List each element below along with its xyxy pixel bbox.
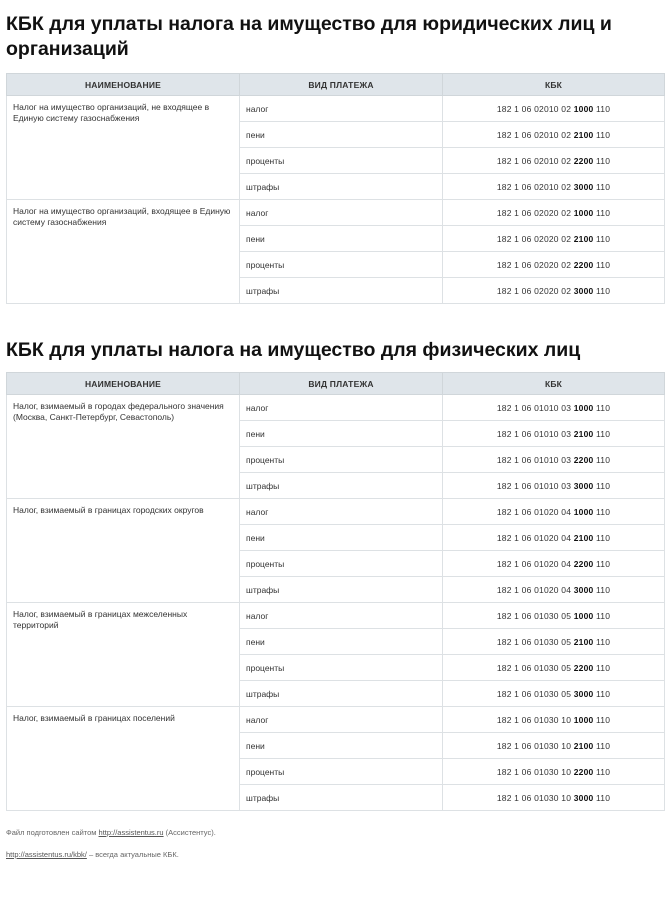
- kbk-cell: [443, 447, 665, 473]
- kbk-code: 2200: [573, 662, 594, 673]
- table-row: [7, 603, 665, 629]
- footer-site-link[interactable]: http://assistentus.ru: [98, 828, 164, 837]
- payment-type-cell: налог: [240, 707, 443, 733]
- kbk-cell: [443, 707, 665, 733]
- kbk-cell: [443, 759, 665, 785]
- kbk-code: 2200: [573, 558, 594, 569]
- kbk-cell: [443, 174, 665, 200]
- kbk-cell: [443, 200, 665, 226]
- kbk-suffix: 110: [596, 714, 611, 725]
- payment-type-cell: штрафы: [240, 577, 443, 603]
- kbk-cell: [443, 629, 665, 655]
- header-payment-type: ВИД ПЛАТЕЖА: [240, 74, 443, 96]
- tax-name-cell: Налог, взимаемый в границах городских округов: [7, 499, 240, 603]
- payment-type-cell: налог: [240, 603, 443, 629]
- kbk-code: 2200: [573, 766, 594, 777]
- kbk-code: 2100: [573, 740, 594, 751]
- kbk-cell: [443, 681, 665, 707]
- payment-type-cell: пени: [240, 122, 443, 148]
- payment-type-cell: налог: [240, 499, 443, 525]
- kbk-cell: [443, 785, 665, 811]
- payment-type-cell: налог: [240, 200, 443, 226]
- payment-type-cell: пени: [240, 226, 443, 252]
- payment-type-cell: налог: [240, 96, 443, 122]
- header-kbk: КБК: [443, 74, 665, 96]
- kbk-code: 1000: [573, 103, 594, 114]
- kbk-code: 2200: [573, 454, 594, 465]
- kbk-suffix: 110: [596, 103, 611, 114]
- tax-name-cell: Налог, взимаемый в городах федерального значения (Москва, Санкт-Петербург, Севастополь): [7, 395, 240, 499]
- kbk-prefix: 182 1 06 01020 04: [496, 532, 572, 543]
- payment-type-cell: штрафы: [240, 174, 443, 200]
- kbk-suffix: 110: [596, 558, 611, 569]
- kbk-suffix: 110: [596, 766, 611, 777]
- kbk-prefix: 182 1 06 02020 02: [496, 207, 572, 218]
- kbk-code: 2100: [573, 233, 594, 244]
- kbk-cell: [443, 551, 665, 577]
- kbk-suffix: 110: [596, 506, 611, 517]
- kbk-prefix: 182 1 06 01020 04: [496, 506, 572, 517]
- header-payment-type: ВИД ПЛАТЕЖА: [240, 373, 443, 395]
- kbk-code: 1000: [573, 714, 594, 725]
- payment-type-cell: штрафы: [240, 785, 443, 811]
- kbk-code: 1000: [573, 402, 594, 413]
- footer: [6, 827, 664, 860]
- kbk-code: 1000: [573, 506, 594, 517]
- table-header-row: [7, 373, 665, 395]
- kbk-prefix: 182 1 06 02010 02: [496, 129, 572, 140]
- table-row: [7, 499, 665, 525]
- kbk-suffix: 110: [596, 740, 611, 751]
- payment-type-cell: проценты: [240, 759, 443, 785]
- footer-text: – всегда актуальные КБК.: [86, 850, 179, 859]
- tax-name-cell: Налог на имущество организаций, входящее в Единую систему газоснабжения: [7, 200, 240, 304]
- payment-type-cell: проценты: [240, 447, 443, 473]
- payment-type-cell: штрафы: [240, 278, 443, 304]
- individuals-table: [6, 372, 665, 811]
- kbk-code: 2200: [573, 259, 594, 270]
- payment-type-cell: проценты: [240, 148, 443, 174]
- kbk-cell: [443, 395, 665, 421]
- payment-type-cell: проценты: [240, 551, 443, 577]
- kbk-prefix: 182 1 06 01030 05: [496, 688, 572, 699]
- kbk-prefix: 182 1 06 01030 05: [496, 636, 572, 647]
- kbk-prefix: 182 1 06 01030 10: [496, 714, 572, 725]
- kbk-cell: [443, 603, 665, 629]
- table-row: [7, 96, 665, 122]
- kbk-prefix: 182 1 06 01010 03: [496, 454, 572, 465]
- footer-text: Файл подготовлен сайтом: [6, 828, 99, 837]
- kbk-suffix: 110: [596, 480, 611, 491]
- kbk-suffix: 110: [596, 532, 611, 543]
- kbk-prefix: 182 1 06 01020 04: [496, 584, 572, 595]
- kbk-prefix: 182 1 06 01030 10: [496, 766, 572, 777]
- kbk-suffix: 110: [596, 207, 611, 218]
- kbk-prefix: 182 1 06 01030 10: [496, 740, 572, 751]
- kbk-prefix: 182 1 06 01020 04: [496, 558, 572, 569]
- kbk-cell: [443, 499, 665, 525]
- kbk-prefix: 182 1 06 01030 05: [496, 662, 572, 673]
- table-row: [7, 707, 665, 733]
- kbk-suffix: 110: [596, 181, 611, 192]
- kbk-cell: [443, 278, 665, 304]
- kbk-cell: [443, 226, 665, 252]
- kbk-suffix: 110: [596, 259, 611, 270]
- footer-line-2: [6, 849, 664, 860]
- kbk-code: 3000: [573, 688, 594, 699]
- table-row: [7, 200, 665, 226]
- kbk-code: 1000: [573, 207, 594, 218]
- kbk-code: 2100: [573, 428, 594, 439]
- kbk-prefix: 182 1 06 01010 03: [496, 480, 572, 491]
- kbk-suffix: 110: [596, 129, 611, 140]
- kbk-cell: [443, 577, 665, 603]
- header-name: НАИМЕНОВАНИЕ: [7, 74, 240, 96]
- kbk-code: 2100: [573, 636, 594, 647]
- kbk-cell: [443, 96, 665, 122]
- kbk-suffix: 110: [596, 636, 611, 647]
- payment-type-cell: пени: [240, 629, 443, 655]
- footer-text: (Ассистентус).: [163, 828, 216, 837]
- kbk-suffix: 110: [596, 454, 611, 465]
- kbk-prefix: 182 1 06 02010 02: [496, 181, 572, 192]
- kbk-code: 1000: [573, 610, 594, 621]
- payment-type-cell: проценты: [240, 252, 443, 278]
- kbk-prefix: 182 1 06 02020 02: [496, 233, 572, 244]
- payment-type-cell: штрафы: [240, 473, 443, 499]
- kbk-code: 3000: [573, 792, 594, 803]
- kbk-prefix: 182 1 06 02010 02: [496, 155, 572, 166]
- kbk-suffix: 110: [596, 688, 611, 699]
- header-name: НАИМЕНОВАНИЕ: [7, 373, 240, 395]
- kbk-suffix: 110: [596, 402, 611, 413]
- kbk-prefix: 182 1 06 01010 03: [496, 402, 572, 413]
- kbk-code: 3000: [573, 181, 594, 192]
- table-header-row: [7, 74, 665, 96]
- payment-type-cell: проценты: [240, 655, 443, 681]
- table-row: [7, 395, 665, 421]
- kbk-code: 2100: [573, 129, 594, 140]
- footer-line-1: [6, 827, 664, 838]
- kbk-prefix: 182 1 06 01010 03: [496, 428, 572, 439]
- kbk-cell: [443, 122, 665, 148]
- kbk-cell: [443, 473, 665, 499]
- kbk-cell: [443, 252, 665, 278]
- section1-title: КБК для уплаты налога на имущество для юридических лиц и организаций: [6, 13, 612, 60]
- kbk-prefix: 182 1 06 02020 02: [496, 259, 572, 270]
- tax-name-cell: Налог, взимаемый в границах межселенных территорий: [7, 603, 240, 707]
- legal-entities-table: [6, 73, 665, 304]
- kbk-code: 2200: [573, 155, 594, 166]
- footer-kbk-link[interactable]: http://assistentus.ru/kbk/: [6, 850, 87, 859]
- tax-name-cell: Налог на имущество организаций, не входящее в Единую систему газоснабжения: [7, 96, 240, 200]
- kbk-prefix: 182 1 06 02020 02: [496, 285, 572, 296]
- kbk-prefix: 182 1 06 01030 10: [496, 792, 572, 803]
- section2-title: КБК для уплаты налога на имущество для физических лиц: [6, 339, 581, 361]
- payment-type-cell: штрафы: [240, 681, 443, 707]
- kbk-cell: [443, 525, 665, 551]
- kbk-suffix: 110: [596, 610, 611, 621]
- header-kbk: КБК: [443, 373, 665, 395]
- kbk-suffix: 110: [596, 584, 611, 595]
- kbk-prefix: 182 1 06 01030 05: [496, 610, 572, 621]
- kbk-suffix: 110: [596, 155, 611, 166]
- kbk-suffix: 110: [596, 662, 611, 673]
- kbk-suffix: 110: [596, 285, 611, 296]
- payment-type-cell: пени: [240, 421, 443, 447]
- kbk-code: 3000: [573, 584, 594, 595]
- kbk-cell: [443, 421, 665, 447]
- kbk-suffix: 110: [596, 792, 611, 803]
- kbk-code: 2100: [573, 532, 594, 543]
- kbk-cell: [443, 733, 665, 759]
- payment-type-cell: пени: [240, 525, 443, 551]
- kbk-suffix: 110: [596, 233, 611, 244]
- kbk-suffix: 110: [596, 428, 611, 439]
- kbk-cell: [443, 148, 665, 174]
- kbk-cell: [443, 655, 665, 681]
- kbk-code: 3000: [573, 480, 594, 491]
- tax-name-cell: Налог, взимаемый в границах поселений: [7, 707, 240, 811]
- kbk-prefix: 182 1 06 02010 02: [496, 103, 572, 114]
- payment-type-cell: пени: [240, 733, 443, 759]
- kbk-code: 3000: [573, 285, 594, 296]
- payment-type-cell: налог: [240, 395, 443, 421]
